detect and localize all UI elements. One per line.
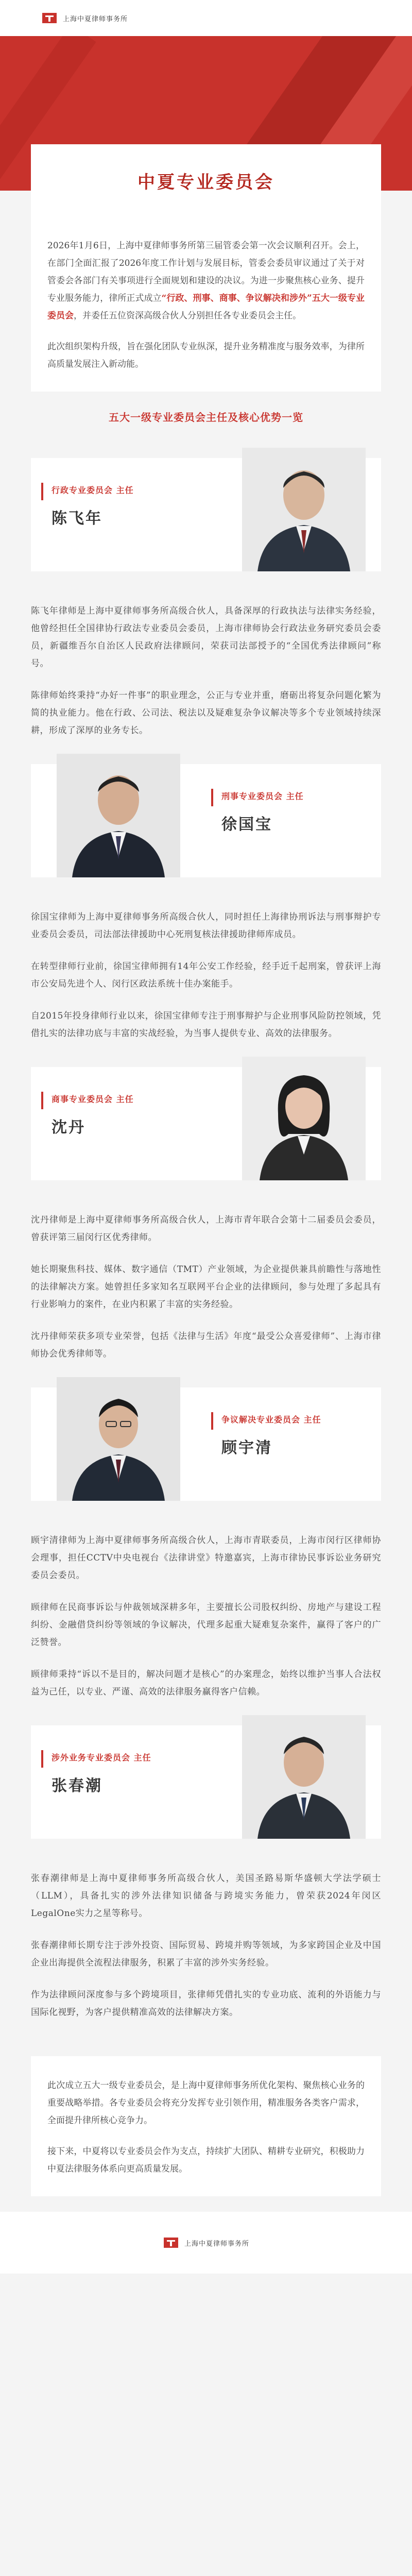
director-name: 张春潮 [52, 1777, 102, 1795]
profile-paragraph: 张春潮律师长期专注于涉外投资、国际贸易、跨境并购等领域，为多家跨国企业及中国企业出海提供全流程法律服务，积累了丰富的涉外实务经验。 [31, 1940, 381, 1968]
director-portrait [242, 1057, 366, 1180]
spacer [0, 2036, 412, 2056]
profile-text-foreign [0, 1870, 412, 2021]
accent-bar [41, 1092, 43, 1109]
firm-logo-icon [41, 11, 58, 25]
profile-paragraph: 徐国宝律师为上海中夏律师事务所高级合伙人，同时担任上海律协刑诉法与刑事辩护专业委员会委员，司法部法律援助中心死刑复核法律援助律师库成员。 [31, 912, 381, 940]
committee-label: 刑事专业委员会 主任 [221, 791, 304, 801]
accent-bar [41, 1750, 43, 1768]
intro-highlight: “行政、刑事、商事、争议解决和涉外”五大一级专业委员会 [47, 293, 365, 321]
director-portrait [242, 1715, 366, 1839]
director-portrait [242, 448, 366, 571]
intro-block [31, 216, 381, 392]
profile-paragraph: 在转型律师行业前，徐国宝律师拥有14年公安工作经验，经手近千起刑案，曾获评上海市公安局先进个人、闵行区政法系统十佳办案能手。 [31, 961, 381, 989]
section-title: 五大一级专业委员会主任及核心优势一览 [109, 411, 303, 423]
profile-paragraph: 她长期聚焦科技、媒体、数字通信（TMT）产业领域，为企业提供兼具前瞻性与落地性的法律解决方案。她曾担任多家知名互联网平台企业的法律顾问，参与处理了多起具有行业影响力的案件，在业内积累了丰富的实务经验。 [31, 1264, 381, 1310]
profile-text-dispute [0, 1532, 412, 1701]
intro-text: 2026年1月6日，上海中夏律师事务所第三届管委会第一次会议顺利召开。会上，在部门全面汇报了2026年度工作计划与发展目标，管委会委员审议通过了关于对管委会各部门有关事项进行全面规划和建设的决议。为进一步聚焦核心业务、提升专业服务能力，律所正式成立 [47, 241, 365, 303]
profile-text-criminal [0, 908, 412, 1042]
firm-logo-icon [163, 2235, 179, 2250]
profile-paragraph: 陈飞年律师是上海中夏律师事务所高级合伙人，具备深厚的行政执法与法律实务经验，他曾经担任全国律协行政法专业委员会委员，上海市律师协会行政法业务研究委员会委员，新疆维吾尔自治区人民政府法律顾问，荣获司法部授予的“全国优秀法律顾问”称号。 [31, 606, 381, 669]
committee-label: 行政专业委员会 主任 [52, 485, 134, 495]
intro-text: 此次组织架构升级，旨在强化团队专业纵深，提升业务精准度与服务效率，为律所高质量发展注入新动能。 [47, 342, 365, 369]
profile-paragraph: 作为法律顾问深度参与多个跨境项目，张律师凭借扎实的专业功底、流利的外语能力与国际化视野，为客户提供精准高效的法律解决方案。 [31, 1990, 381, 2018]
profile-paragraph: 顾宇清律师为上海中夏律师事务所高级合伙人，上海市青联委员，上海市闵行区律师协会理事，担任CCTV中央电视台《法律讲堂》特邀嘉宾，上海市律协民事诉讼业务研究委员会委员。 [31, 1535, 381, 1581]
accent-bar [211, 1412, 213, 1430]
profile-text-commercial [0, 1211, 412, 1363]
accent-bar [211, 789, 213, 806]
profile-paragraph: 自2015年投身律师行业以来，徐国宝律师专注于刑事辩护与企业刑事风险防控领域，凭借扎实的法律功底与丰富的实战经验，为当事人提供专业、高效的法律服务。 [31, 1011, 381, 1039]
closing-paragraph: 接下来，中夏将以专业委员会作为支点，持续扩大团队、精耕专业研究，积极助力中夏法律服务体系向更高质量发展。 [47, 2146, 365, 2174]
director-portrait [57, 1377, 180, 1501]
header-logo-text: 上海中夏律师事务所 [63, 15, 128, 23]
header-logo [41, 11, 128, 25]
header [0, 0, 412, 36]
page-title: 中夏专业委员会 [138, 172, 274, 193]
committee-label: 争议解决专业委员会 主任 [221, 1415, 321, 1425]
profile-text-administrative [0, 602, 412, 739]
profile-paragraph: 张春潮律师是上海中夏律师事务所高级合伙人，美国圣路易斯华盛顿大学法学硕士（LLM），具备扎实的涉外法律知识储备与跨境实务能力，曾荣获2024年闵区LegalOne实力之星等称号。 [31, 1873, 381, 1919]
profile-paragraph: 沈丹律师是上海中夏律师事务所高级合伙人，上海市青年联合会第十二届委员会委员，曾获评第三届闵行区优秀律师。 [31, 1215, 381, 1243]
intro-paragraph [47, 338, 365, 373]
director-portrait [57, 754, 180, 877]
profile-card-criminal [0, 754, 412, 888]
profile-card-dispute [0, 1377, 412, 1511]
director-name: 顾宇清 [221, 1439, 272, 1457]
profile-paragraph: 沈丹律师荣获多项专业荣誉，包括《法律与生活》年度“最受公众喜爱律师”、上海市律师协会优秀律师等。 [31, 1331, 381, 1359]
profile-card-commercial [0, 1057, 412, 1191]
committee-label: 涉外业务专业委员会 主任 [52, 1753, 151, 1762]
profile-paragraph: 顾律师在民商事诉讼与仲裁领域深耕多年，主要擅长公司股权纠纷、房地产与建设工程纠纷、金融借贷纠纷等领域的争议解决，代理多起重大疑难复杂案件，赢得了客户的广泛赞誉。 [31, 1602, 381, 1648]
accent-bar [41, 483, 43, 500]
director-name: 徐国宝 [221, 816, 272, 834]
footer [0, 2212, 412, 2274]
closing-paragraph: 此次成立五大一级专业委员会，是上海中夏律师事务所优化架构、聚焦核心业务的重要战略举措。各专业委员会将充分发挥专业引领作用，精准服务各类客户需求，全面提升律所核心竞争力。 [47, 2080, 365, 2126]
profile-paragraph: 顾律师秉持“诉以不是目的，解决问题才是核心”的办案理念，始终以维护当事人合法权益为己任，以专业、严谨、高效的法律服务赢得客户信赖。 [31, 1669, 381, 1697]
intro-paragraph [47, 237, 365, 325]
profile-card-foreign [0, 1715, 412, 1849]
footer-logo [163, 2235, 249, 2250]
director-name: 陈飞年 [52, 510, 102, 528]
title-card [31, 144, 381, 216]
closing-block [31, 2056, 381, 2196]
profile-card-administrative [0, 448, 412, 582]
director-name: 沈丹 [52, 1118, 85, 1137]
intro-text: ，并委任五位资深高级合伙人分别担任各专业委员会主任。 [74, 311, 301, 321]
committee-label: 商事专业委员会 主任 [52, 1094, 134, 1104]
profile-paragraph: 陈律师始终秉持“办好一件事”的职业理念，公正与专业并重，磨砺出将复杂问题化繁为简的执业能力。他在行政、公司法、税法以及疑难复杂争议解决等多个专业领域持续深耕，形成了深厚的业务专长。 [31, 690, 381, 736]
footer-logo-text: 上海中夏律师事务所 [184, 2240, 249, 2248]
